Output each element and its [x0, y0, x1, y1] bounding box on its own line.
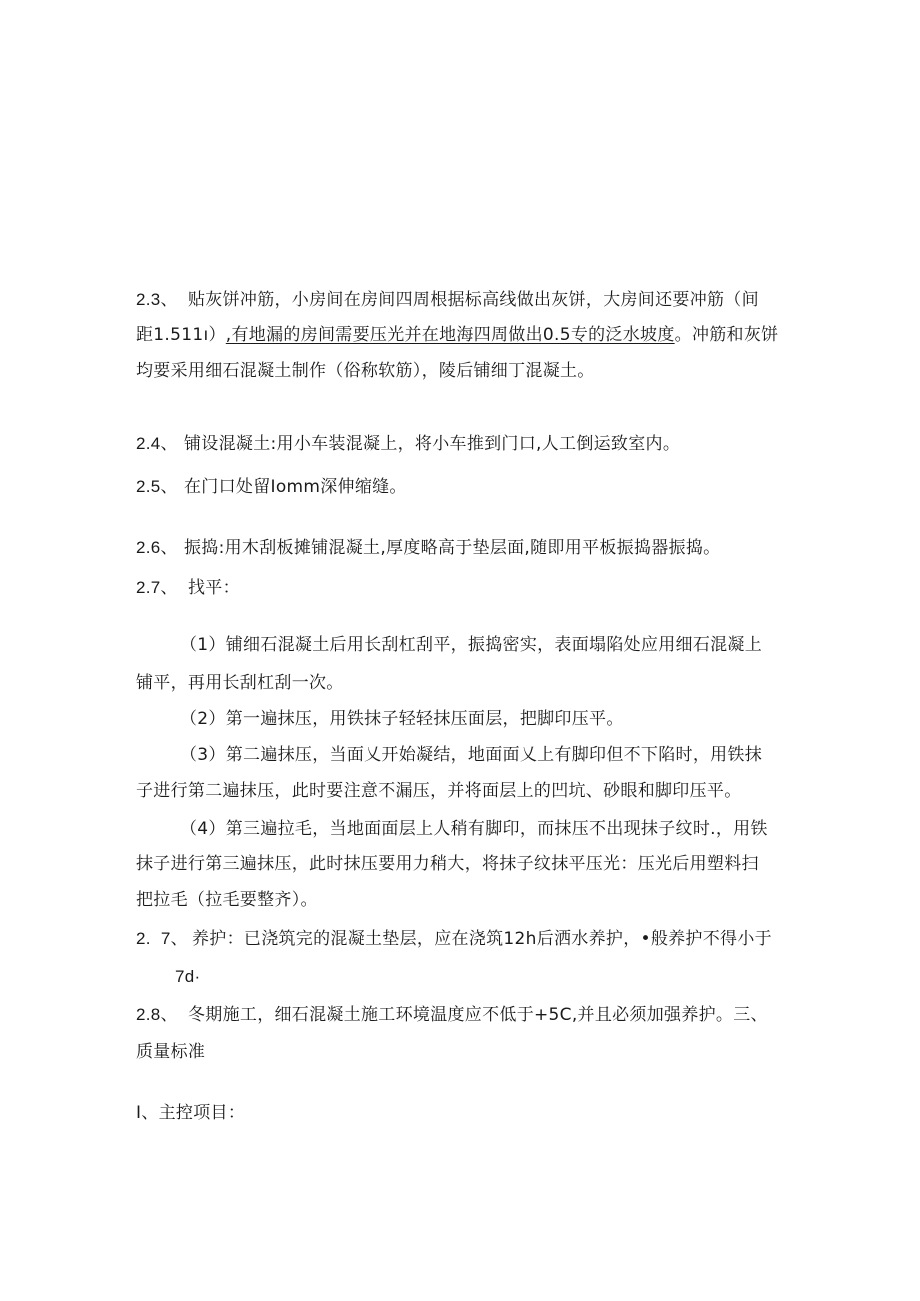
item-2-3-underlined-text: ,有地漏的房间需要压光并在地海四周做出0.5专的泛水坡度 [225, 325, 675, 345]
subitem-3-text-line-2: 子进行第二遍抹压，此时要注意不漏压，并将面层上的凹坑、砂眼和脚印压平。 [136, 781, 742, 801]
subitem-3-line-1 [180, 744, 762, 766]
subitem-4-line-1 [180, 818, 768, 840]
item-2-6 [136, 537, 720, 559]
item-2-3-text-line-2-pre: 距1.511ı） [136, 325, 226, 345]
section-main-control-items-text: I、主控项目： [136, 1103, 246, 1123]
subitem-4-text-line-3: 把拉毛（拉毛要整齐）。 [136, 890, 318, 910]
item-2-6-number: 2.6、 [136, 538, 178, 557]
item-2-6-text: 振捣:用木刮板摊铺混凝土,厚度略高于垫层面,随即用平板振捣器振捣。 [184, 538, 721, 558]
item-2-4-number: 2.4、 [136, 434, 178, 453]
item-2-3-text-line-2-post: 。冲筋和灰饼 [674, 325, 779, 345]
subitem-4-line-2 [136, 853, 759, 875]
item-2-8-line-2 [136, 1041, 205, 1063]
item-2-3-line-3 [136, 360, 595, 382]
item-2-7b-text-line-1: 养护：已浇筑完的混凝土垫层，应在浇筑12h后洒水养护，•般养护不得小于 [192, 929, 772, 949]
subitem-3-text-line-1: （3）第二遍抹压，当面乂开始凝结，地面面乂上有脚印但不下陷时，用铁抹 [180, 745, 763, 765]
item-2-3-line-1 [136, 289, 759, 311]
item-2-8-line-1 [136, 1004, 768, 1026]
subitem-4-text-line-1: （4）第三遍拉毛，当地面面层上人稍有脚印，而抹压不出现抹子纹时.，用铁 [180, 819, 768, 839]
subitem-4-line-3 [136, 889, 318, 911]
subitem-2-text-line-1: （2）第一遍抹压，用铁抹子轻轻抹压面层，把脚印压平。 [180, 709, 624, 729]
item-2-3-line-2 [136, 324, 778, 346]
subitem-4-text-line-2: 抹子进行第三遍抹压，此时抹压要用力稍大，将抹子纹抹平压光：压光后用塑料扫 [136, 854, 759, 874]
item-2-7-number: 2.7、 [136, 578, 178, 597]
item-2-7b-line-1 [136, 928, 772, 950]
item-2-4 [136, 433, 680, 455]
item-2-3-text-line-3: 均要采用细石混凝土制作（俗称软筋），陵后铺细丁混凝土。 [136, 361, 595, 381]
item-2-7-text: 找平： [188, 578, 240, 598]
item-2-7b-text-line-2: 7d· [175, 967, 201, 986]
item-2-7b-number: 2. 7、 [136, 929, 188, 948]
item-2-5 [136, 476, 407, 498]
subitem-1-text-line-2: 铺平，再用长刮杠刮一次。 [136, 673, 344, 693]
item-2-8-number: 2.8、 [136, 1005, 178, 1024]
subitem-1-text-line-1: （1）铺细石混凝土后用长刮杠刮平，振捣密实，表面塌陷处应用细石混凝上 [180, 635, 763, 655]
item-2-4-text: 铺设混凝土:用小车装混凝上，将小车推到门口,人工倒运致室内。 [184, 434, 681, 454]
item-2-7b-line-2 [175, 966, 200, 988]
item-2-5-text: 在门口处留Iomm深伸缩缝。 [184, 477, 407, 497]
item-2-5-number: 2.5、 [136, 477, 178, 496]
item-2-3-text-line-1: 贴灰饼冲筋，小房间在房间四周根据标高线做出灰饼，大房间还要冲筋（间 [188, 290, 759, 310]
section-main-control-items [136, 1102, 245, 1124]
subitem-1-line-2 [136, 672, 344, 694]
item-2-8-text-line-2: 质量标准 [136, 1042, 206, 1062]
item-2-7 [136, 577, 240, 599]
item-2-3-number: 2.3、 [136, 290, 178, 309]
item-2-8-text-line-1: 冬期施工，细石混凝土施工环境温度应不低于+5C,并且必须加强养护。三、 [188, 1005, 768, 1025]
subitem-2-line-1 [180, 708, 624, 730]
subitem-1-line-1 [180, 634, 762, 656]
subitem-3-line-2 [136, 780, 742, 802]
